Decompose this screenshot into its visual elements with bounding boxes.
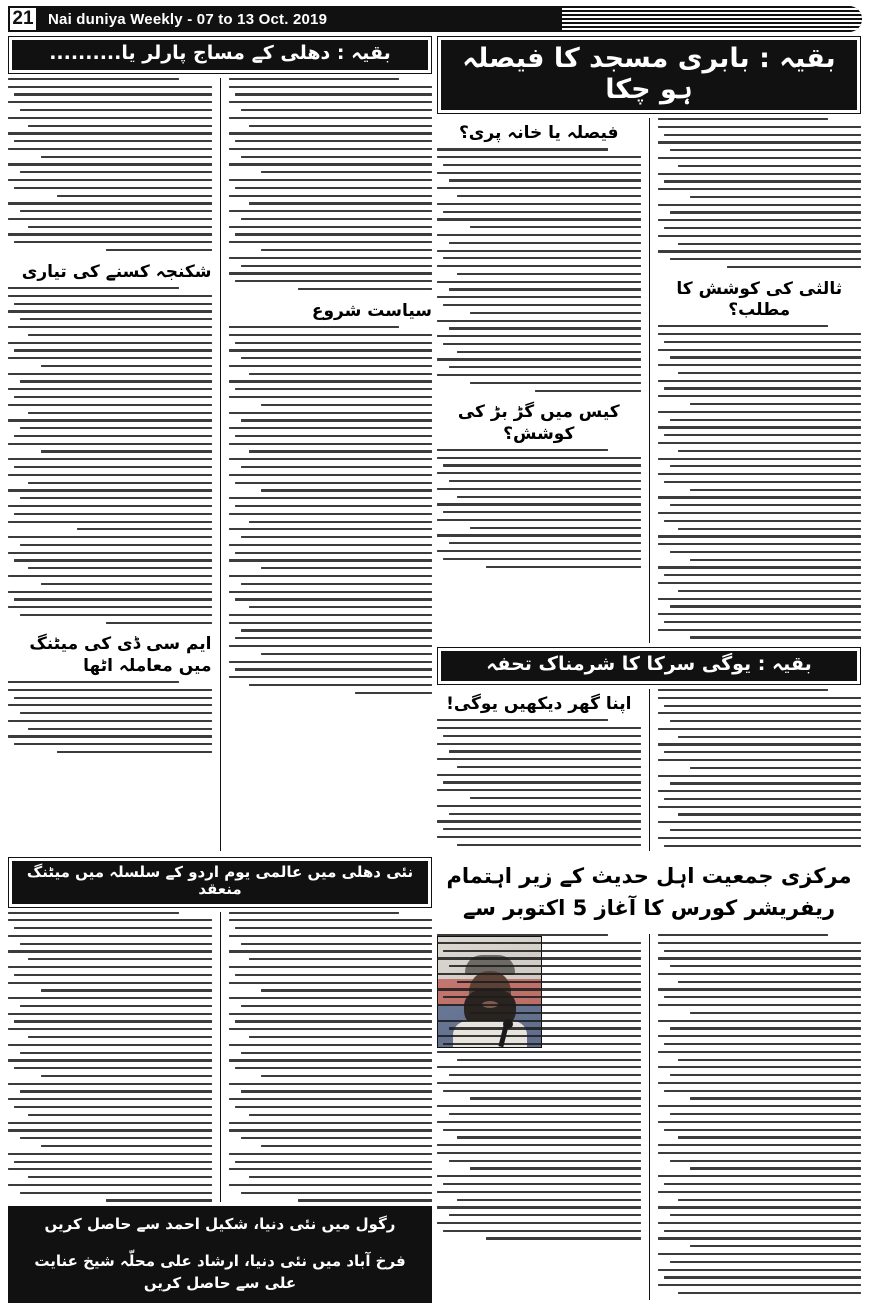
paragraph — [8, 912, 212, 1202]
subhead-case-garbar: کیس میں گڑ بڑ کی کوشش؟ — [457, 402, 620, 444]
yogi-col-1 — [437, 689, 641, 851]
subhead-siyasat: سیاست شروع — [311, 300, 432, 321]
massage-parlour-columns — [8, 78, 432, 851]
paragraph — [437, 148, 641, 391]
yogi-columns — [437, 689, 861, 851]
scholar-portrait-photo — [437, 936, 542, 1048]
babri-banner: بقیہ : بابری مسجد کا فیصلہ ہو چکا — [441, 40, 857, 110]
page-number: 21 — [8, 6, 38, 32]
massage-parlour-col-1 — [8, 78, 212, 851]
article-urdu-day — [8, 857, 432, 1300]
paragraph — [8, 78, 212, 251]
ahle-hadees-col-1 — [437, 934, 641, 1300]
ahle-hadees-headline — [437, 857, 861, 930]
paragraph — [229, 78, 433, 290]
column-divider — [220, 912, 221, 1202]
masthead-title: Nai duniya Weekly - 07 to 13 Oct. 2019 — [48, 11, 335, 28]
ahle-hadees-columns — [437, 934, 861, 1300]
subhead-salsi: ثالثی کی کوشش کا مطلب؟ — [676, 278, 843, 320]
paragraph — [658, 325, 862, 643]
article-massage-parlour — [8, 36, 432, 851]
ad-regaul[interactable]: رگول میں نئی دنیا، شکیل احمد سے حاصل کریں — [8, 1206, 432, 1244]
paragraph — [8, 287, 212, 624]
subhead-apna-ghar: اپنا گھر دیکھیں یوگی! — [446, 693, 632, 714]
babri-frame — [437, 36, 861, 114]
urdu-day-frame — [8, 857, 432, 908]
paragraph — [437, 449, 641, 568]
ad-farrukhabad[interactable]: فرخ آباد میں نئی دنیا، ارشاد علی محلّہ شیخ عنایت علی سے حاصل کریں — [8, 1243, 432, 1303]
masthead-stripes — [562, 6, 862, 32]
column-divider — [649, 118, 650, 643]
yogi-col-2 — [658, 689, 862, 851]
column-divider — [220, 78, 221, 851]
babri-col-2 — [658, 118, 862, 643]
bottom-section — [8, 857, 862, 1300]
ads-stack — [8, 1206, 432, 1303]
masthead — [8, 6, 862, 32]
yogi-frame — [437, 647, 861, 685]
paragraph — [658, 118, 862, 268]
massage-parlour-col-2 — [229, 78, 433, 851]
top-section — [8, 36, 862, 851]
subhead-mcd: ایم سی ڈی کی میٹنگ میں معاملہ اٹھا — [29, 634, 212, 676]
article-babri-and-yogi — [437, 36, 861, 851]
ahle-hadees-headline-line2: ریفریشر کورس کا آغاز 5 اکتوبر سے — [462, 895, 836, 920]
massage-parlour-banner: بقیہ : دھلی کے مساج پارلر یا.......... — [12, 40, 428, 70]
urdu-day-col-2 — [229, 912, 433, 1202]
column-divider — [649, 689, 650, 851]
urdu-day-columns — [8, 912, 432, 1202]
urdu-day-banner: نئی دھلی میں عالمی یوم اردو کے سلسلہ میں میٹنگ منعقد — [12, 861, 428, 904]
paragraph — [229, 326, 433, 694]
masthead-bar — [38, 6, 862, 32]
paragraph — [229, 912, 433, 1202]
paragraph — [658, 689, 862, 851]
urdu-day-col-1 — [8, 912, 212, 1202]
massage-parlour-frame — [8, 36, 432, 74]
babri-columns — [437, 118, 861, 643]
yogi-banner: بقیہ : یوگی سرکا کا شرمناک تحفہ — [441, 651, 857, 681]
column-divider — [649, 934, 650, 1300]
ahle-hadees-headline-line1: مرکزی جمعیت اہل حدیث کے زیر اہتمام — [446, 864, 852, 888]
ahle-hadees-col-2 — [658, 934, 862, 1300]
paragraph — [8, 681, 212, 753]
subhead-shikanja: شکنجہ کسنے کی تیاری — [21, 261, 212, 282]
subhead-faisla-ya-khana-puri: فیصلہ یا خانہ پری؟ — [458, 123, 619, 144]
babri-col-1 — [437, 118, 641, 643]
paragraph — [658, 934, 862, 1300]
paragraph — [437, 719, 641, 851]
article-ahle-hadees — [437, 857, 861, 1300]
